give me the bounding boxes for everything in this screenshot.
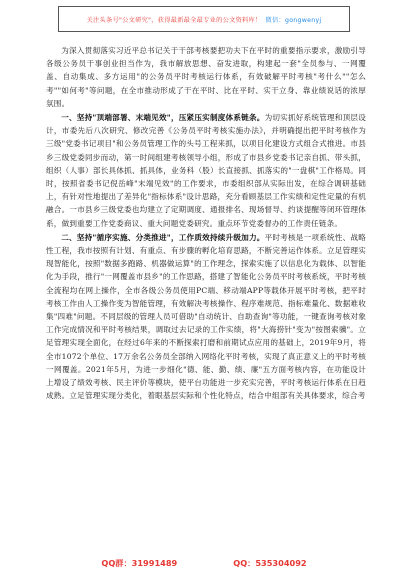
section-2-body: 平时考核是一项系统性、战略性工程，我市按照有计划、有重点、有步骤的孵化培育思路，不断完善运作体系。立足管理实现智能化，按照"数据多跑路、机器做运算"的工作理念，探索实施了以信息化为载体、以智能化为手段，推行"一网覆盖市县乡"的工作思路，搭建了智能化公务员平时考核系统，平时考核全流程均在网上操作，全市各级公务员使用PC端、移动端APP等载体开展平时考核，把平时考核工作由人工操作变为智能管理，有效解决考核操作、程序难规范、指标难量化、数据难收集"四难"问题。不同层级的管理人员可借助"自动统计、自助查询"等功能，一键查询考核对象工作完成情况和平时考核结果，调取过去记录的工作实绩，将"大海捞针"变为"按图索骥"。立足管理实现全面化，在经过6年来的不断探索打磨和前期试点应用的基础上，2019年9月，将全市1072个单位、17万余名公务员全部纳入网络化平时考核，实现了真正意义上的平时考核一网覆盖。2021年5月，为进一步细化"德、能、勤、绩、廉"五方面考核内容，在功能设计上增设了绩效考核、民主评价等模块，使平台功能进一步充实完善，平时考核运行体系在日趋成熟。立足管理实现分类化，着眼基层实际和个性化特点，结合中组部有关具体要求，综合考 [46, 232, 366, 401]
section-1 [46, 111, 366, 230]
banner-wechat-id: 微信：gongwenyj [265, 16, 322, 24]
footer-contact [0, 558, 408, 569]
banner-promo-text: 关注头条号"公文研究"，获得最新最全最专业的公文资料库！ [86, 16, 262, 24]
section-2 [46, 231, 366, 403]
footer-qq-group: QQ群：31991489 [101, 558, 178, 568]
section-1-body: 为切实抓好系统管理和顶层设计，市委先后八次研究、修改完善《公务员平时考核实施办法》，并明确提出把平时考核作为三级"党委书记项目"和公务员管理工作的头号工程来抓，以项目化建设方式组合式推进。市县乡三级党委同步而动，第一时间组建考核领导小组，形成了市县乡党委书记亲自抓、带头抓，组织（人事）部长具体抓、抓具体，业务科（股）长直接抓、抓落实的"一盘棋"工作格局。同时，按照省委书记倪岳峰"末端见效"的工作要求，市委组织部从实际出发，在综合调研基础上，有针对性地提出了差异化"指标体系"设计思路，充分看顾基层工作实绩和定性定量的有机融合。一市县乡三级党委也均建立了定期调度、通报排名、现场督导、约谈提醒等闭环管理体系，做到重要工作党委商议、重大问题党委研究。重点环节党委督办的工作责任链条。 [46, 113, 366, 228]
promo-banner [58, 6, 350, 32]
document-body [46, 44, 366, 402]
footer-qq: QQ：535304092 [233, 558, 307, 568]
intro-paragraph: 为深入贯彻落实习近平总书记关于干部考核要把功夫下在平时的重要指示要求，激励引导各级公务员干事创业担当作为，我市解放思想、奋发进取，构建起一套"全员参与、一网覆盖、自动集成、多方运用"的公务员平时考核运行体系，有效破解平时考核"考什么""怎么考""如何考"等问题，在全市推动形成了干在平时、比在平时、实干立身、靠业绩说话的浓厚氛围。 [46, 46, 366, 108]
section-1-heading: 一、坚持"顶端部署、末端见效"，压紧压实制度体系链条。 [61, 113, 265, 123]
section-2-heading: 二、坚持"循序实施、分类推进"，工作质效持续升级加力。 [61, 232, 265, 242]
